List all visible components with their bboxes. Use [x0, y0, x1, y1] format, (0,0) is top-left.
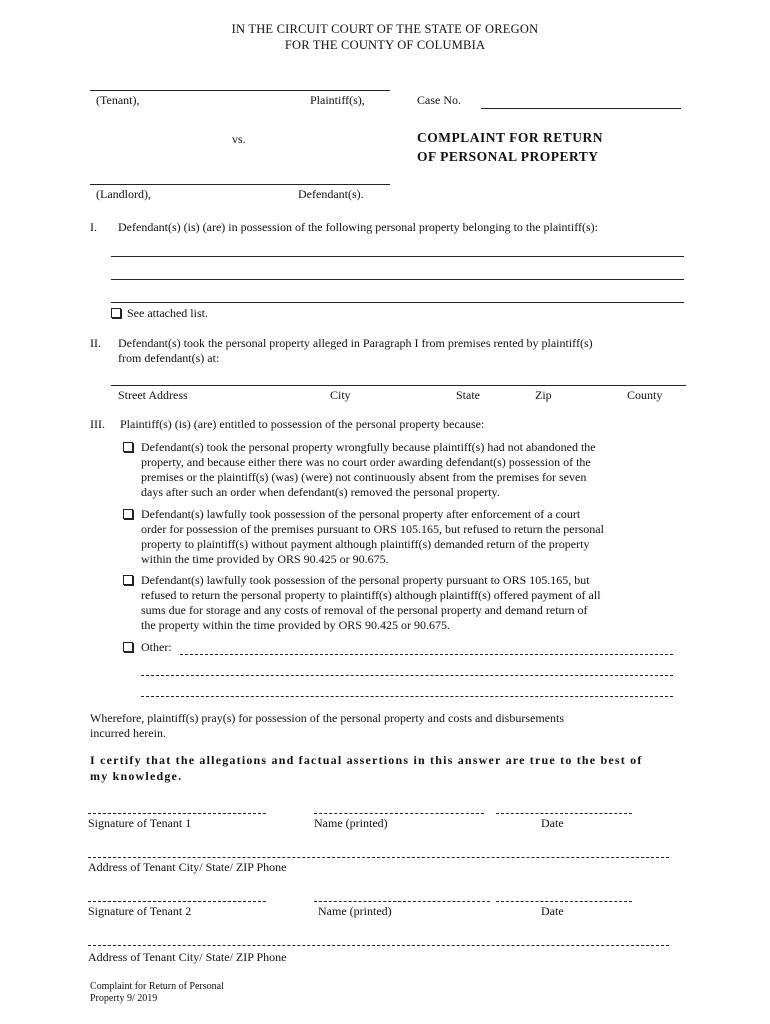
- section-3-text: Plaintiff(s) (is) (are) entitled to possession of the personal property because:: [120, 417, 485, 431]
- checkbox-icon[interactable]: [123, 509, 133, 519]
- case-no-line[interactable]: [481, 108, 681, 109]
- section-2-text-line1: Defendant(s) took the personal property alleged in Paragraph I from premises rented by plaintiff(s): [118, 336, 593, 350]
- section-2-text-line2: from defendant(s) at:: [118, 351, 220, 365]
- option-2-line: within the time provided by ORS 90.425 or 90.675.: [141, 552, 389, 566]
- signature-2-line[interactable]: [88, 901, 266, 902]
- footer-line1: Complaint for Return of Personal: [90, 981, 224, 992]
- option-1-line: Defendant(s) took the personal property wrongfully because plaintiff(s) had not abandoned the: [141, 440, 596, 454]
- option-1-line: property, and because either there was no court order awarding defendant(s) possession of the: [141, 455, 591, 469]
- state-label: State: [456, 388, 480, 402]
- document-title-line2: OF PERSONAL PROPERTY: [417, 149, 599, 164]
- checkbox-icon[interactable]: [123, 575, 133, 585]
- name-1-line[interactable]: [314, 813, 484, 814]
- versus-label: vs.: [232, 132, 246, 146]
- option-2-line: Defendant(s) lawfully took possession of the personal property after enforcement of a court: [141, 507, 581, 521]
- option-other-checkbox[interactable]: [123, 640, 139, 655]
- see-attached-option[interactable]: [111, 306, 208, 321]
- other-line-1[interactable]: [180, 654, 673, 655]
- street-label: Street Address: [118, 388, 188, 402]
- checkbox-icon[interactable]: [123, 642, 133, 652]
- tenant-name-line[interactable]: [90, 90, 390, 91]
- checkbox-icon[interactable]: [123, 442, 133, 452]
- wherefore-line2: incurred herein.: [90, 726, 166, 740]
- section-3-number: III.: [90, 417, 105, 431]
- option-2-text: [141, 507, 604, 567]
- option-2-checkbox[interactable]: [123, 507, 139, 522]
- zip-label: Zip: [535, 388, 552, 402]
- option-1-line: days after such an order when defendant(s) removed the personal property.: [141, 485, 500, 499]
- name-2-label: Name (printed): [318, 904, 392, 918]
- property-line-1[interactable]: [111, 256, 684, 257]
- city-label: City: [330, 388, 351, 402]
- address-1-line[interactable]: [88, 857, 669, 858]
- landlord-label: (Landlord),: [96, 187, 151, 201]
- name-2-line[interactable]: [314, 901, 490, 902]
- other-label: Other:: [141, 640, 172, 654]
- signature-1-line[interactable]: [88, 813, 266, 814]
- address-line[interactable]: [111, 385, 686, 386]
- certify-line1: I certify that the allegations and factual assertions in this answer are true to the best of: [90, 753, 643, 767]
- address-2-label: Address of Tenant City/ State/ ZIP Phone: [88, 950, 287, 964]
- date-1-label: Date: [541, 816, 564, 830]
- name-1-label: Name (printed): [314, 816, 388, 830]
- option-3-checkbox[interactable]: [123, 573, 139, 588]
- option-3-line: sums due for storage and any costs of removal of the personal property and demand return of: [141, 603, 588, 617]
- section-2-number: II.: [90, 336, 101, 350]
- signature-1-label: Signature of Tenant 1: [88, 816, 192, 830]
- other-line-3[interactable]: [141, 696, 673, 697]
- option-3-line: the property within the time provided by ORS 90.425 or 90.675.: [141, 618, 450, 632]
- county-label: County: [627, 388, 663, 402]
- date-1-line[interactable]: [496, 813, 632, 814]
- signature-2-label: Signature of Tenant 2: [88, 904, 192, 918]
- document-title-line1: COMPLAINT FOR RETURN: [417, 130, 604, 145]
- option-3-line: Defendant(s) lawfully took possession of the personal property pursuant to ORS 105.165, but: [141, 573, 590, 587]
- section-1-text: Defendant(s) (is) (are) in possession of the following personal property belonging to the plaintiff(s):: [118, 220, 598, 234]
- option-1-checkbox[interactable]: [123, 440, 139, 455]
- see-attached-label: See attached list.: [127, 306, 208, 320]
- landlord-name-line[interactable]: [90, 184, 390, 185]
- checkbox-icon[interactable]: [111, 308, 121, 318]
- option-2-line: order for possession of the premises pursuant to ORS 105.165, but refused to return the personal: [141, 522, 604, 536]
- county-heading: FOR THE COUNTY OF COLUMBIA: [284, 38, 486, 52]
- other-line-2[interactable]: [141, 675, 673, 676]
- property-line-3[interactable]: [111, 302, 684, 303]
- section-1-number: I.: [90, 220, 97, 234]
- address-2-line[interactable]: [88, 945, 669, 946]
- court-heading: IN THE CIRCUIT COURT OF THE STATE OF OREGON: [231, 22, 539, 36]
- footer-line2: Property 9/ 2019: [90, 993, 158, 1004]
- date-2-line[interactable]: [496, 901, 632, 902]
- date-2-label: Date: [541, 904, 564, 918]
- tenant-label: (Tenant),: [96, 93, 140, 107]
- property-line-2[interactable]: [111, 279, 684, 280]
- wherefore-line1: Wherefore, plaintiff(s) pray(s) for possession of the personal property and costs and disbursements: [90, 711, 564, 725]
- address-1-label: Address of Tenant City/ State/ ZIP Phone: [88, 860, 287, 874]
- plaintiff-label: Plaintiff(s),: [310, 93, 365, 107]
- defendant-label: Defendant(s).: [298, 187, 364, 201]
- certify-line2: my knowledge.: [90, 769, 183, 783]
- option-3-line: refused to return the personal property to plaintiff(s) although plaintiff(s) offered payment of all: [141, 588, 601, 602]
- option-2-line: property to plaintiff(s) without payment although plaintiff(s) demanded return of the property: [141, 537, 590, 551]
- option-1-text: [141, 440, 596, 500]
- case-no-label: Case No.: [417, 93, 461, 107]
- option-3-text: [141, 573, 601, 633]
- option-1-line: premises or the plaintiff(s) (was) (were) not continuously absent from the premises for seven: [141, 470, 587, 484]
